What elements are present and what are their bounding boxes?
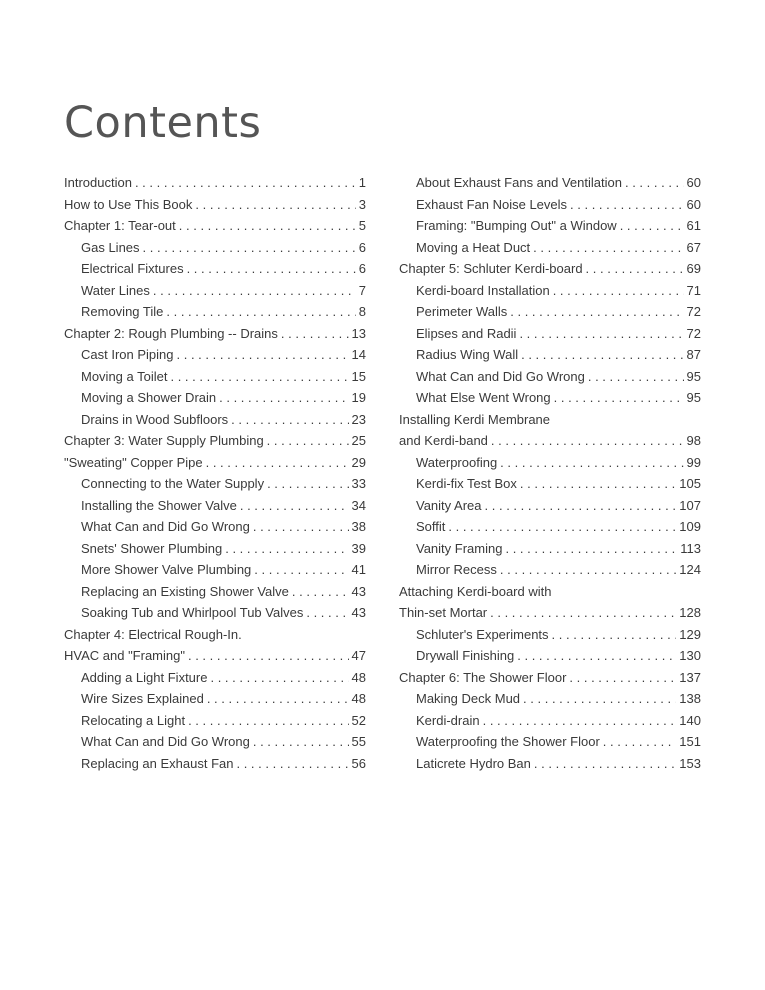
toc-leader-dots (188, 645, 349, 667)
toc-entry (399, 430, 701, 452)
toc-leader-dots (195, 194, 355, 216)
toc-entry-title: Chapter 4: Electrical Rough-In. (64, 626, 242, 642)
toc-leader-dots (236, 753, 348, 775)
toc-entry-title: Elipses and Radii (416, 325, 517, 341)
toc-page-number: 25 (351, 433, 366, 448)
toc-page-number: 56 (351, 755, 366, 771)
toc-entry-title: Drains in Wood Subfloors (81, 411, 229, 427)
toc-entry (399, 495, 701, 517)
toc-entry-title: Introduction (64, 175, 132, 190)
toc-page-number: 61 (686, 218, 701, 233)
toc-leader-dots (187, 258, 356, 280)
toc-page-number: 109 (679, 519, 701, 534)
toc-page-number: 1 (358, 175, 366, 190)
toc-leader-dots (523, 688, 676, 710)
toc-entry-title: Kerdi-drain (416, 712, 480, 728)
toc-leader-dots (231, 409, 348, 431)
toc-entry (399, 366, 701, 388)
toc-entry (64, 237, 366, 259)
toc-entry (399, 344, 701, 366)
toc-entry (64, 323, 366, 345)
toc-entry-title: Replacing an Exhaust Fan (81, 755, 234, 771)
toc-entry (64, 473, 366, 495)
toc-entry-title: Removing Tile (81, 304, 164, 319)
toc-leader-dots (135, 172, 356, 194)
toc-leader-dots (143, 237, 356, 259)
toc-page-number: 48 (351, 691, 366, 706)
toc-entry (399, 731, 701, 753)
toc-entry-title: Framing: "Bumping Out" a Window (416, 218, 617, 233)
toc-leader-dots (533, 237, 683, 259)
toc-entry (399, 516, 701, 538)
toc-page-number: 19 (351, 390, 366, 405)
toc-page-number: 33 (351, 476, 366, 491)
toc-entry-title: Attaching Kerdi-board with (399, 583, 552, 599)
toc-entry (64, 430, 366, 452)
toc-leader-dots (170, 366, 348, 388)
toc-page-number: 71 (686, 282, 701, 298)
toc-entry (64, 516, 366, 538)
toc-entry-title: Installing Kerdi Membrane (399, 411, 551, 427)
toc-entry (399, 172, 701, 194)
toc-leader-dots (448, 516, 676, 538)
toc-page-number: 3 (358, 196, 366, 212)
toc-entry (64, 731, 366, 753)
toc-entry (399, 645, 701, 667)
toc-leader-dots (483, 710, 677, 732)
toc-entry-title: Schluter's Experiments (416, 626, 549, 642)
toc-page-number: 60 (686, 175, 701, 190)
toc-leader-dots (267, 430, 349, 452)
toc-page-number: 99 (686, 454, 701, 470)
toc-entry (64, 280, 366, 302)
toc-entry-title: Wire Sizes Explained (81, 691, 204, 706)
toc-page-number: 52 (351, 712, 366, 728)
toc-page-number: 14 (351, 347, 366, 362)
toc-leader-dots (569, 667, 676, 689)
toc-page-number: 87 (686, 347, 701, 362)
toc-entry (64, 559, 366, 581)
toc-entry-title: Laticrete Hydro Ban (416, 755, 531, 771)
toc-entry (64, 602, 366, 624)
toc-entry-title: Connecting to the Water Supply (81, 476, 265, 491)
toc-page-number: 13 (351, 325, 366, 341)
toc-entry-title: Adding a Light Fixture (81, 669, 208, 685)
toc-entry-title: and Kerdi-band (399, 433, 488, 448)
toc-entry (399, 667, 701, 689)
toc-entry-title: Soaking Tub and Whirlpool Tub Valves (81, 605, 304, 620)
toc-leader-dots (225, 538, 348, 560)
toc-leader-dots (166, 301, 355, 323)
toc-leader-dots (240, 495, 349, 517)
page-title: Contents (64, 98, 262, 148)
toc-leader-dots (207, 688, 349, 710)
toc-leader-dots (281, 323, 349, 345)
toc-entry (64, 645, 366, 667)
toc-leader-dots (625, 172, 684, 194)
toc-leader-dots (210, 667, 348, 689)
toc-page-number: 38 (351, 519, 366, 534)
toc-left-column (64, 172, 366, 774)
toc-leader-dots (219, 387, 348, 409)
toc-page-number: 29 (351, 454, 366, 470)
toc-entry-title: Soffit (416, 519, 446, 534)
toc-entry-title: Mirror Recess (416, 562, 497, 577)
toc-entry-title: Exhaust Fan Noise Levels (416, 196, 568, 212)
toc-page-number: 15 (351, 368, 366, 384)
toc-page-number: 107 (679, 497, 701, 513)
toc-leader-dots (520, 473, 676, 495)
toc-entry-title: Installing the Shower Valve (81, 497, 237, 513)
toc-page-number: 41 (351, 562, 366, 577)
toc-page-number: 113 (680, 540, 701, 556)
toc-page-number: 129 (679, 626, 701, 642)
toc-leader-dots (179, 215, 356, 237)
toc-page-number: 130 (679, 648, 701, 663)
toc-leader-dots (553, 280, 684, 302)
toc-entry (399, 753, 701, 775)
toc-page-number: 72 (686, 325, 701, 341)
toc-page-number: 47 (351, 648, 366, 663)
toc-entry (64, 409, 366, 431)
toc-page-number: 7 (358, 282, 366, 298)
toc-page-number: 153 (679, 755, 701, 771)
toc-entry-title: HVAC and "Framing" (64, 648, 185, 663)
toc-page-number: 151 (679, 734, 701, 749)
toc-page-number: 138 (679, 691, 701, 706)
toc-page-number: 6 (358, 261, 366, 276)
toc-entry (399, 237, 701, 259)
toc-entry-title: Chapter 3: Water Supply Plumbing (64, 433, 264, 448)
toc-entry (64, 172, 366, 194)
toc-entry-title: What Can and Did Go Wrong (81, 734, 250, 749)
toc-entry (399, 194, 701, 216)
toc-entry (399, 258, 701, 280)
toc-entry (399, 387, 701, 409)
toc-page-number: 95 (686, 368, 701, 384)
toc-leader-dots (500, 559, 676, 581)
toc-leader-dots (491, 430, 684, 452)
toc-leader-dots (505, 538, 677, 560)
toc-page-number: 95 (686, 390, 701, 405)
toc-entry-title: "Sweating" Copper Pipe (64, 454, 203, 470)
toc-entry (64, 688, 366, 710)
toc-entry (64, 452, 366, 474)
toc-entry-title: Moving a Heat Duct (416, 239, 531, 255)
toc-leader-dots (588, 366, 684, 388)
toc-entry (399, 710, 701, 732)
toc-entry-title: Snets' Shower Plumbing (81, 540, 223, 556)
toc-entry-title: More Shower Valve Plumbing (81, 562, 252, 577)
toc-entry-title: Chapter 2: Rough Plumbing -- Drains (64, 325, 278, 341)
toc-entry-title: Replacing an Existing Shower Valve (81, 583, 289, 599)
toc-leader-dots (206, 452, 349, 474)
toc-leader-dots (521, 344, 683, 366)
toc-page-number: 124 (679, 562, 701, 577)
toc-entry-title: Electrical Fixtures (81, 261, 184, 276)
toc-leader-dots (517, 645, 676, 667)
toc-entry (399, 301, 701, 323)
toc-entry-title: Gas Lines (81, 239, 140, 255)
toc-leader-dots (570, 194, 684, 216)
toc-entry-title: Radius Wing Wall (416, 347, 519, 362)
toc-entry-title: Chapter 5: Schluter Kerdi-board (399, 261, 583, 276)
toc-page-number: 128 (679, 605, 701, 620)
toc-entry-title: Cast Iron Piping (81, 347, 174, 362)
toc-page-number: 5 (358, 218, 366, 233)
toc-entry-title: Kerdi-fix Test Box (416, 476, 517, 491)
toc-page-number: 69 (686, 261, 701, 276)
toc-entry (64, 538, 366, 560)
toc-page-number: 43 (351, 605, 366, 620)
toc-page-number: 48 (351, 669, 366, 685)
toc-entry-title: What Else Went Wrong (416, 390, 551, 405)
toc-page-number: 8 (358, 304, 366, 319)
toc-leader-dots (254, 559, 348, 581)
toc-entry-title: Vanity Area (416, 497, 482, 513)
toc-entry (64, 710, 366, 732)
toc-entry (399, 688, 701, 710)
toc-leader-dots (586, 258, 684, 280)
toc-entry-title: Chapter 6: The Shower Floor (399, 669, 567, 685)
toc-leader-dots (510, 301, 683, 323)
toc-entry-title: What Can and Did Go Wrong (81, 519, 250, 534)
toc-leader-dots (490, 602, 676, 624)
toc-entry (399, 215, 701, 237)
toc-entry (399, 624, 701, 646)
toc-entry (64, 495, 366, 517)
toc-entry-title: Vanity Framing (416, 540, 503, 556)
toc-entry (64, 258, 366, 280)
toc-leader-dots (603, 731, 677, 753)
toc-leader-dots (177, 344, 349, 366)
toc-entry (64, 581, 366, 603)
toc-entry-title: Kerdi-board Installation (416, 282, 550, 298)
toc-leader-dots (153, 280, 356, 302)
toc-entry (399, 452, 701, 474)
toc-page-number: 72 (686, 304, 701, 319)
toc-entry-title: Relocating a Light (81, 712, 186, 728)
toc-page-number: 55 (351, 734, 366, 749)
toc-page-number: 23 (351, 411, 366, 427)
toc-page-number: 60 (686, 196, 701, 212)
toc-page-number: 6 (358, 239, 366, 255)
toc-entry (399, 473, 701, 495)
toc-entry (399, 538, 701, 560)
toc-leader-dots (534, 753, 676, 775)
toc-page-number: 137 (679, 669, 701, 685)
toc-entry-title: Thin-set Mortar (399, 605, 488, 620)
toc-page-number: 39 (351, 540, 366, 556)
toc-leader-dots (306, 602, 348, 624)
toc-entry-title: Drywall Finishing (416, 648, 515, 663)
toc-entry (64, 624, 366, 646)
toc-entry-title: Waterproofing (416, 454, 498, 470)
toc-leader-dots (253, 516, 349, 538)
toc-entry-title: Moving a Toilet (81, 368, 168, 384)
toc-leader-dots (253, 731, 349, 753)
toc-entry-title: Waterproofing the Shower Floor (416, 734, 600, 749)
toc-leader-dots (552, 624, 677, 646)
toc-entry (399, 280, 701, 302)
toc-entry (64, 194, 366, 216)
toc-entry (399, 409, 701, 431)
toc-page-number: 105 (679, 476, 701, 491)
toc-entry (64, 753, 366, 775)
toc-entry-title: Moving a Shower Drain (81, 390, 217, 405)
toc-entry (64, 667, 366, 689)
toc-leader-dots (292, 581, 349, 603)
toc-entry (64, 215, 366, 237)
toc-page-number: 67 (686, 239, 701, 255)
toc-leader-dots (554, 387, 684, 409)
toc-entry (399, 559, 701, 581)
toc-page-number: 140 (679, 712, 701, 728)
toc-page-number: 34 (351, 497, 366, 513)
toc-leader-dots (500, 452, 683, 474)
toc-entry-title: Perimeter Walls (416, 304, 508, 319)
toc-entry (399, 602, 701, 624)
toc-entry (399, 581, 701, 603)
toc-entry-title: How to Use This Book (64, 196, 193, 212)
toc-leader-dots (188, 710, 348, 732)
toc-entry (64, 366, 366, 388)
toc-entry (64, 344, 366, 366)
toc-page-number: 43 (351, 583, 366, 599)
toc-right-column (399, 172, 701, 774)
toc-leader-dots (620, 215, 684, 237)
toc-leader-dots (519, 323, 683, 345)
toc-entry-title: What Can and Did Go Wrong (416, 368, 585, 384)
toc-leader-dots (485, 495, 677, 517)
toc-entry-title: Making Deck Mud (416, 691, 521, 706)
toc-entry-title: Chapter 1: Tear-out (64, 218, 176, 233)
toc-entry (64, 301, 366, 323)
toc-entry (64, 387, 366, 409)
toc-entry-title: About Exhaust Fans and Ventilation (416, 175, 622, 190)
toc-leader-dots (267, 473, 348, 495)
toc-entry-title: Water Lines (81, 282, 150, 298)
toc-page-number: 98 (686, 433, 701, 448)
toc-entry (399, 323, 701, 345)
